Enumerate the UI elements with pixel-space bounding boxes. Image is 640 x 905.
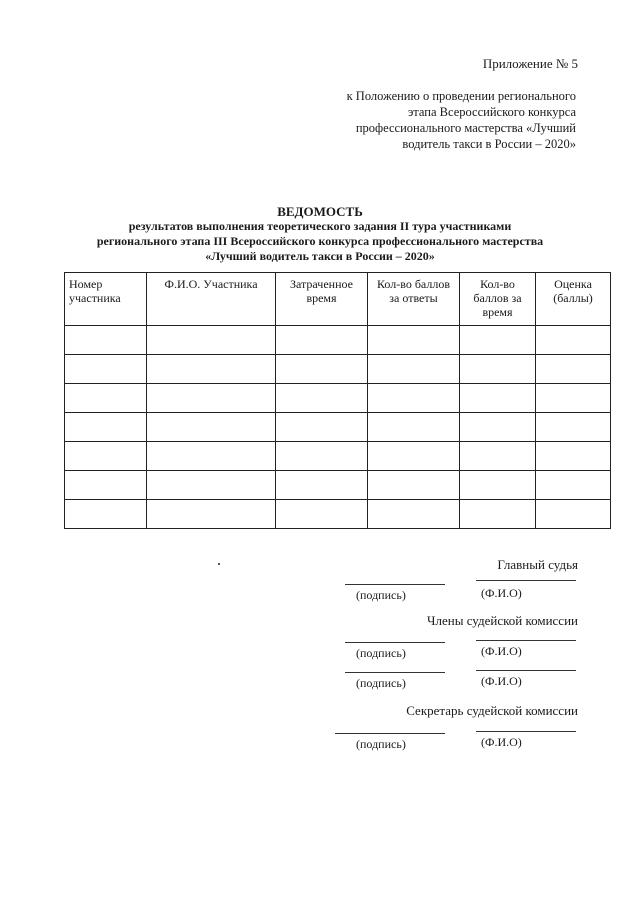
table-cell — [276, 442, 368, 471]
table-cell — [147, 442, 276, 471]
table-row — [65, 355, 611, 384]
table-cell — [460, 326, 536, 355]
table-body — [65, 326, 611, 529]
reference-line: к Положению о проведении регионального — [346, 89, 576, 103]
table-row — [65, 413, 611, 442]
table-cell — [276, 500, 368, 529]
table-cell — [65, 442, 147, 471]
subtitle-line: результатов выполнения теоретического задания II тура участниками — [128, 219, 512, 233]
table-cell — [460, 442, 536, 471]
column-header-answer-points: Кол-во баллов за ответы — [368, 273, 460, 326]
name-caption: (Ф.И.О) — [481, 674, 522, 688]
table-cell — [65, 500, 147, 529]
document-subtitle — [60, 219, 580, 264]
signature-line — [335, 733, 445, 734]
table-cell — [536, 384, 611, 413]
secretary-label: Секретарь судейской комиссии — [406, 703, 578, 718]
table-row — [65, 326, 611, 355]
column-header-time-points: Кол-во баллов за время — [460, 273, 536, 326]
table-cell — [147, 355, 276, 384]
table-cell — [460, 413, 536, 442]
table-row — [65, 471, 611, 500]
reference-line: профессионального мастерства «Лучший — [355, 121, 576, 135]
table-cell — [536, 413, 611, 442]
signature-line — [345, 642, 445, 643]
table-cell — [368, 413, 460, 442]
reference-line: этапа Всероссийского конкурса — [407, 105, 576, 119]
table-cell — [368, 471, 460, 500]
name-caption: (Ф.И.О) — [481, 586, 522, 600]
table-cell — [276, 471, 368, 500]
table-cell — [368, 500, 460, 529]
appendix-reference — [296, 88, 576, 152]
table-cell — [536, 500, 611, 529]
column-header-time-spent: Затраченное время — [276, 273, 368, 326]
table-cell — [460, 500, 536, 529]
table-cell — [65, 326, 147, 355]
table-cell — [368, 355, 460, 384]
signature-line — [345, 584, 445, 585]
table-cell — [460, 384, 536, 413]
table-cell — [147, 326, 276, 355]
signature-caption: (подпись) — [356, 676, 406, 690]
signature-line — [345, 672, 445, 673]
column-header-participant-number: Номер участника — [65, 273, 147, 326]
table-row — [65, 500, 611, 529]
table-cell — [147, 471, 276, 500]
table-cell — [536, 355, 611, 384]
name-line — [476, 731, 576, 732]
column-header-participant-name: Ф.И.О. Участника — [147, 273, 276, 326]
table-cell — [147, 413, 276, 442]
column-header-score: Оценка (баллы) — [536, 273, 611, 326]
table-cell — [65, 413, 147, 442]
signature-caption: (подпись) — [356, 588, 406, 602]
signature-caption: (подпись) — [356, 646, 406, 660]
document-title: ВЕДОМОСТЬ — [277, 204, 363, 219]
table-cell — [368, 384, 460, 413]
table-header-row — [65, 273, 611, 326]
subtitle-line: регионального этапа III Всероссийского конкурса профессионального мастерства — [96, 234, 544, 248]
table-cell — [460, 471, 536, 500]
signature-caption: (подпись) — [356, 737, 406, 751]
results-table — [64, 272, 611, 529]
commission-members-label: Члены судейской комиссии — [427, 613, 578, 628]
table-cell — [65, 471, 147, 500]
table-cell — [276, 413, 368, 442]
table-cell — [65, 355, 147, 384]
table-cell — [460, 355, 536, 384]
name-caption: (Ф.И.О) — [481, 644, 522, 658]
chief-judge-label: Главный судья — [497, 557, 578, 572]
reference-line: водитель такси в России – 2020» — [402, 137, 576, 151]
table-cell — [276, 384, 368, 413]
table-cell — [65, 384, 147, 413]
table-row — [65, 384, 611, 413]
table-cell — [276, 326, 368, 355]
name-caption: (Ф.И.О) — [481, 735, 522, 749]
table-cell — [147, 500, 276, 529]
table-cell — [536, 471, 611, 500]
table-cell — [147, 384, 276, 413]
name-line — [476, 640, 576, 641]
table-cell — [276, 355, 368, 384]
subtitle-line: «Лучший водитель такси в России – 2020» — [205, 249, 435, 263]
table-row — [65, 442, 611, 471]
appendix-number: Приложение № 5 — [482, 56, 578, 71]
table-cell — [536, 326, 611, 355]
name-line — [476, 670, 576, 671]
scan-speck — [218, 563, 220, 565]
table-cell — [368, 442, 460, 471]
table-cell — [368, 326, 460, 355]
table-cell — [536, 442, 611, 471]
name-line — [476, 580, 576, 581]
